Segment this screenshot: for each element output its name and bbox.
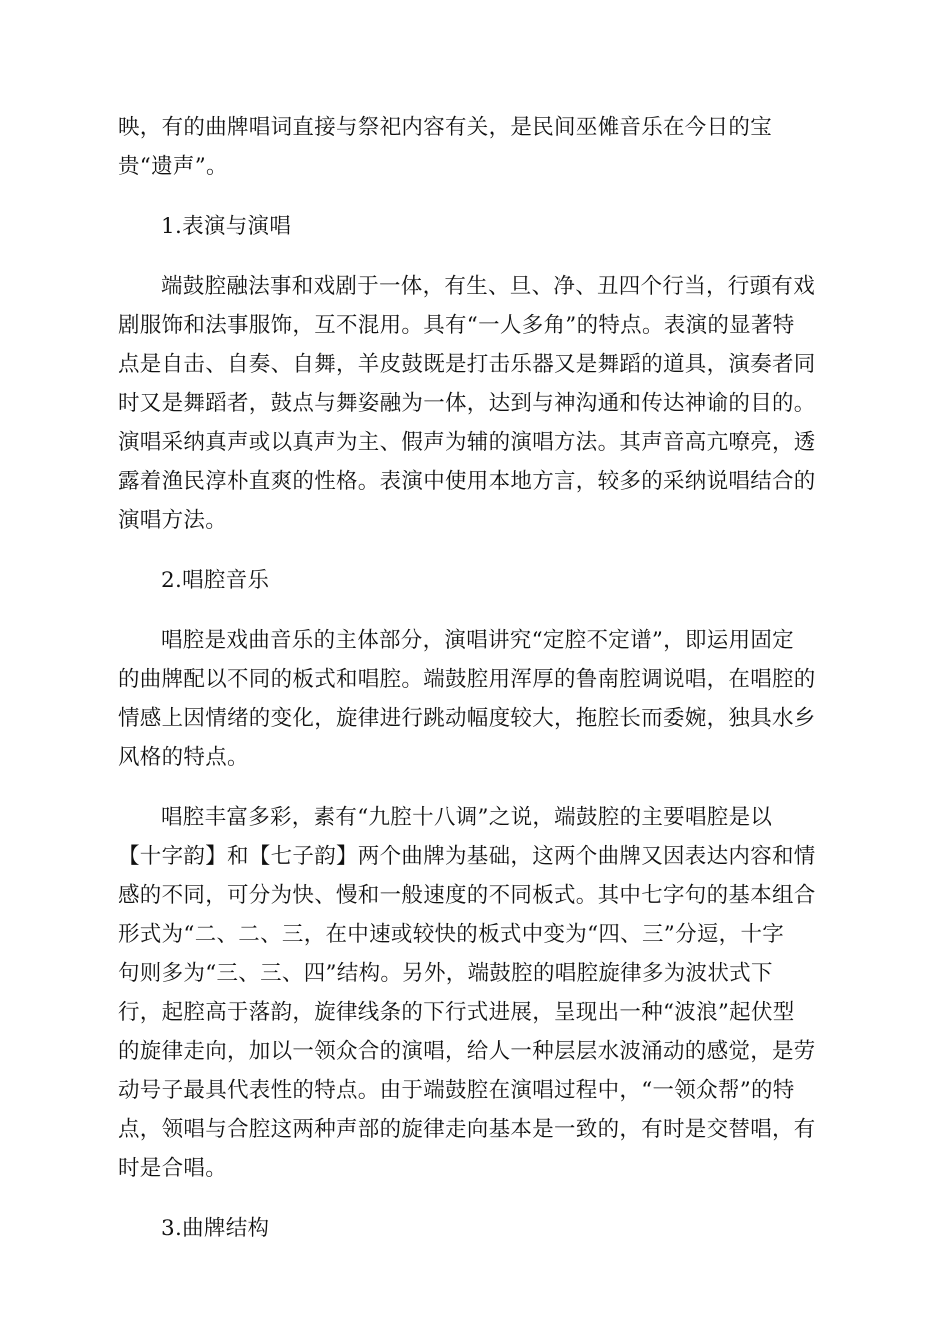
- text-line: 演唱方法。: [118, 508, 228, 533]
- section-heading: 2.唱腔音乐: [161, 568, 270, 593]
- section-heading: 3.曲牌结构: [161, 1216, 270, 1241]
- text-line: 唱腔是戏曲音乐的主体部分，演唱讲究“定腔不定谱”，即运用固定: [161, 628, 794, 653]
- text-line: 行，起腔高于落韵，旋律线条的下行式进展，呈现出一种“波浪”起伏型: [118, 1000, 795, 1025]
- text-line: 感的不同，可分为快、慢和一般速度的不同板式。其中七字句的基本组合: [118, 883, 816, 908]
- text-line: 动号子最具代表性的特点。由于端鼓腔在演唱过程中，“一领众帮”的特: [118, 1078, 795, 1103]
- text-line: 的曲牌配以不同的板式和唱腔。端鼓腔用浑厚的鲁南腔调说唱，在唱腔的: [118, 667, 816, 692]
- section-heading-tune-structure: [118, 1209, 832, 1248]
- text-line: 剧服饰和法事服饰，互不混用。具有“一人多角”的特点。表演的显著特: [118, 313, 795, 338]
- section-heading-singing-music: [118, 561, 832, 600]
- paragraph-intro-continuation: [118, 108, 832, 186]
- text-line: 唱腔丰富多彩，素有“九腔十八调”之说，端鼓腔的主要唱腔是以: [161, 805, 773, 830]
- text-line: 风格的特点。: [118, 745, 249, 770]
- paragraph-performance: [118, 267, 832, 540]
- paragraph-singing-2: [118, 798, 832, 1188]
- text-line: 时又是舞蹈者，鼓点与舞姿融为一体，达到与神沟通和传达神谕的目的。: [118, 391, 816, 416]
- text-line: 时是合唱。: [118, 1156, 228, 1181]
- text-line: 映，有的曲牌唱词直接与祭祀内容有关，是民间巫傩音乐在今日的宝: [118, 115, 773, 140]
- text-line: 端鼓腔融法事和戏剧于一体，有生、旦、净、丑四个行当，行頭有戏: [161, 274, 816, 299]
- section-heading: 1.表演与演唱: [161, 214, 292, 239]
- section-heading-performance: [118, 207, 832, 246]
- text-line: 演唱采纳真声或以真声为主、假声为辅的演唱方法。其声音高亢嘹亮，透: [118, 430, 816, 455]
- text-line: 的旋律走向，加以一领众合的演唱，给人一种层层水波涌动的感觉，是劳: [118, 1039, 816, 1064]
- text-line: 点是自击、自奏、自舞，羊皮鼓既是打击乐器又是舞蹈的道具，演奏者同: [118, 352, 816, 377]
- text-line: 形式为“二、二、三，在中速或较快的板式中变为“四、三”分逗，十字: [118, 922, 785, 947]
- document-page: [118, 108, 832, 1248]
- text-line: 情感上因情绪的变化，旋律进行跳动幅度较大，拖腔长而委婉，独具水乡: [118, 706, 816, 731]
- text-line: 句则多为“三、三、四”结构。另外，端鼓腔的唱腔旋律多为波状式下: [118, 961, 773, 986]
- text-line: 点，领唱与合腔这两种声部的旋律走向基本是一致的，有时是交替唱，有: [118, 1117, 816, 1142]
- text-line: 贵“遗声”。: [118, 154, 228, 179]
- paragraph-singing-1: [118, 621, 832, 777]
- text-line: 露着渔民淳朴直爽的性格。表演中使用本地方言，较多的采纳说唱结合的: [118, 469, 816, 494]
- text-line: 【十字韵】和【七子韵】两个曲牌为基础，这两个曲牌又因表达内容和情: [118, 844, 816, 869]
